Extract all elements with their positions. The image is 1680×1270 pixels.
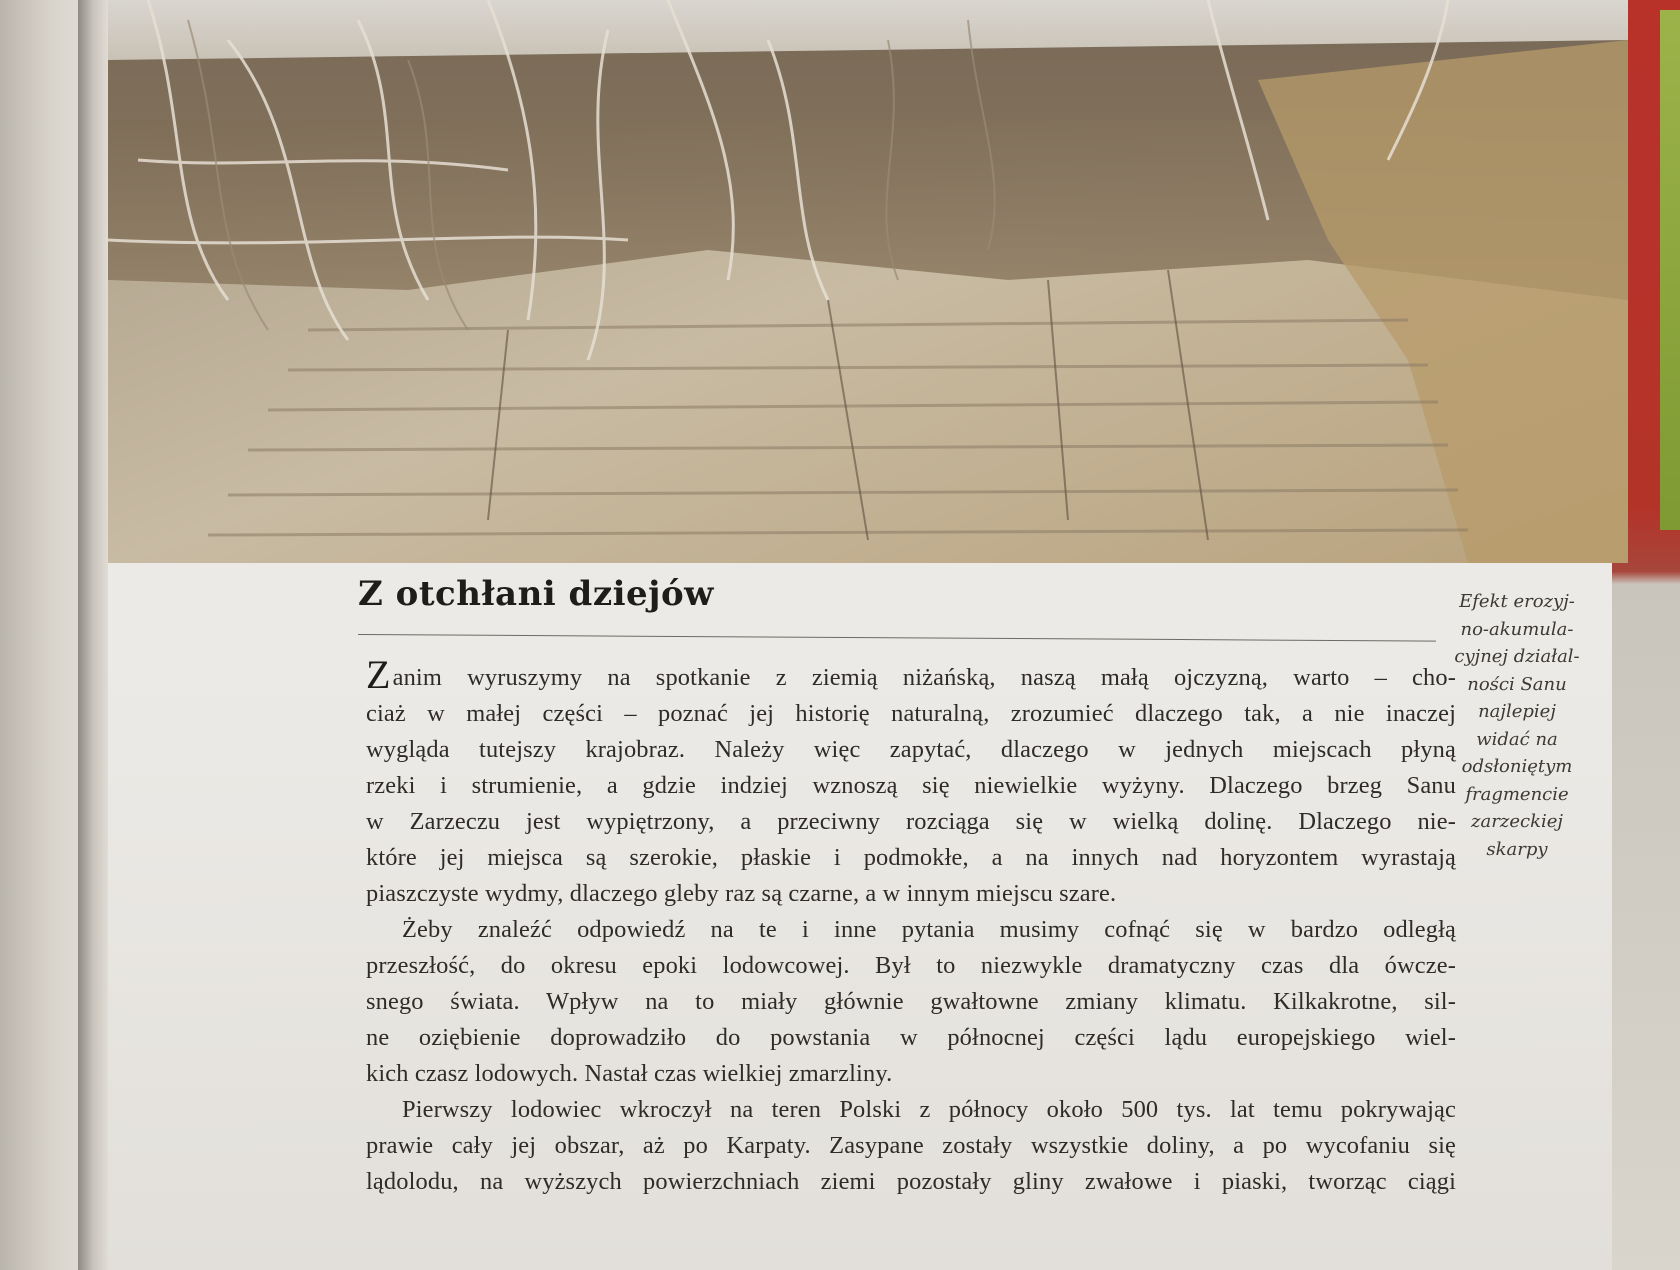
rock-cliff-with-roots-photo [108, 0, 1628, 563]
body-line: kich czasz lodowych. Nastał czas wielkiej zmarzliny. [366, 1060, 893, 1087]
body-line: przeszłość, do okresu epoki lodowcowej. Był to niezwykle dramatyczny czas dla ówcze- [366, 952, 1456, 979]
caption-line: no-akumula- [1460, 618, 1574, 640]
body-line: Pierwszy lodowiec wkroczył na teren Polski z północy około 500 tys. lat temu pokrywając [402, 1096, 1456, 1123]
body-line: Zanim wyruszymy na spotkanie z ziemią niżańską, naszą małą ojczyzną, warto – cho- [366, 652, 1456, 697]
body-line: które jej miejsca są szerokie, płaskie i podmokłe, a na innych nad horyzontem wyrastają [366, 844, 1456, 871]
caption-line: widać na [1476, 728, 1558, 750]
body-line: rzeki i strumienie, a gdzie indziej wznoszą się niewielkie wyżyny. Dlaczego brzeg Sanu [366, 772, 1456, 799]
caption-line: fragmencie [1465, 783, 1569, 805]
caption-line: odsłoniętym [1461, 756, 1573, 777]
photo-caption [1440, 588, 1594, 863]
body-line: ciaż w małej części – poznać jej historię naturalną, zrozumieć dlaczego tak, a nie inaczej [366, 700, 1456, 727]
caption-line: najlepiej [1478, 701, 1556, 722]
body-line: wygląda tutejszy krajobraz. Należy więc zapytać, dlaczego w jednych miejscach płyną [366, 736, 1456, 763]
body-line: w Zarzeczu jest wypiętrzony, a przeciwny rozciąga się w wielką dolinę. Dlaczego nie- [366, 808, 1456, 835]
body-line: snego świata. Wpływ na to miały głównie gwałtowne zmiany klimatu. Kilkakrotne, sil- [366, 988, 1456, 1015]
caption-line: ności Sanu [1467, 673, 1567, 695]
caption-line: skarpy [1486, 838, 1548, 860]
body-line: prawie cały jej obszar, aż po Karpaty. Zasypane zostały wszystkie doliny, a po wycofaniu się [366, 1132, 1456, 1159]
caption-line: Efekt erozyj- [1459, 591, 1575, 612]
rock-cliff-photo [108, 0, 1628, 563]
page-gutter [78, 0, 112, 1270]
caption-line: zarzeckiej [1471, 811, 1563, 832]
body-line: ne oziębienie doprowadziło do powstania w północnej części lądu europejskiego wiel- [366, 1024, 1456, 1051]
drop-cap: Z [366, 652, 391, 697]
body-text [366, 652, 1456, 1200]
body-line: piaszczyste wydmy, dlaczego gleby raz są czarne, a w innym miejscu szare. [366, 880, 1117, 907]
caption-line: cyjnej działal- [1454, 646, 1580, 667]
body-line: Żeby znaleźć odpowiedź na te i inne pytania musimy cofnąć się w bardzo odległą [402, 916, 1456, 943]
section-title: Z otchłani dziejów [358, 574, 714, 614]
body-line: lądolodu, na wyższych powierzchniach ziemi pozostały gliny zwałowe i piaski, tworząc ciągi [366, 1168, 1456, 1195]
